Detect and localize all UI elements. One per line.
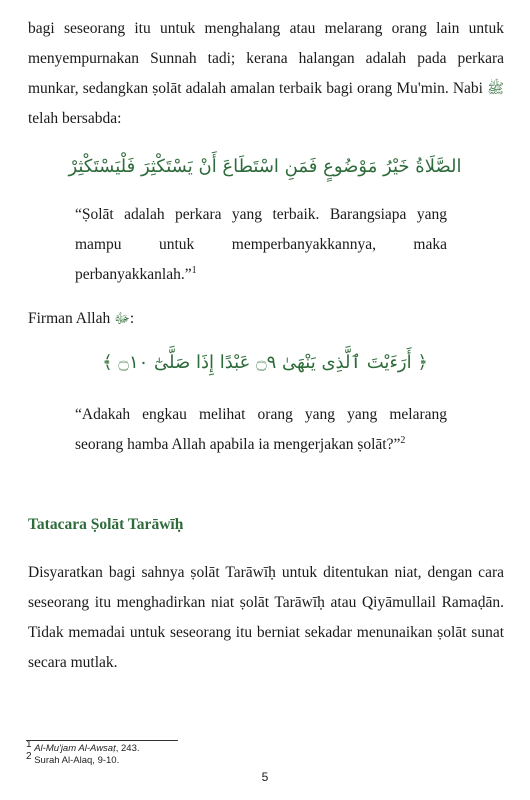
footnote-1-number: 1 xyxy=(26,738,32,750)
footnote-1-rest: , 243. xyxy=(115,743,140,754)
footnote-2 xyxy=(26,750,140,767)
footnote-ref-1[interactable]: 1 xyxy=(191,264,197,276)
paragraph-top-text: bagi seseorang itu untuk menghalang atau melarang orang lain untuk menyempurnakan Sunnah tadi; kerana halangan adalah pada perkara munkar, sedangkan ṣolāt adalah amalan terbaik bagi orang Mu'min. Nabi xyxy=(28,20,504,97)
quran-arabic: ﴿ أَرَءَيْتَ ٱلَّذِى يَنْهَىٰ ۝٩ عَبْدًا إِذَا صَلَّىٰٓ ۝١٠ ﴾ xyxy=(102,352,428,373)
footnote-2-rest: Surah Al-Alaq, 9-10. xyxy=(34,755,120,766)
footnote-ref-2[interactable]: 2 xyxy=(400,434,406,446)
footnote-1-title: Al-Mu'jam Al-Awsaṭ xyxy=(34,743,116,754)
footnote-1 xyxy=(26,738,140,755)
hadith-translation-text: “Ṣolāt adalah perkara yang terbaik. Barangsiapa yang mampu untuk memperbanyakkannya, maka perbanyakkanlah.” xyxy=(75,206,447,283)
page-number: 5 xyxy=(261,770,269,784)
footnote-2-number: 2 xyxy=(26,750,32,762)
jalla-jalaluh-icon: ﷻ xyxy=(114,311,130,327)
hadith-translation xyxy=(75,200,447,290)
section-heading: Tatacara Ṣolāt Tarāwīḥ xyxy=(28,516,184,533)
footnote-divider xyxy=(26,740,178,741)
quran-translation xyxy=(75,400,447,460)
firman-colon: : xyxy=(129,310,135,327)
quran-translation-text: “Adakah engkau melihat orang yang yang melarang seorang hamba Allah apabila ia mengerjakan ṣolāt?” xyxy=(75,406,447,453)
section-paragraph: Disyaratkan bagi sahnya ṣolāt Tarāwīḥ untuk ditentukan niat, dengan cara seseorang itu menghadirkan niat ṣolāt Tarāwīḥ atau Qiyāmullail Ramaḍān. Tidak memadai untuk seseorang itu berniat sekadar menunaikan ṣolāt sunat secara mutlak. xyxy=(28,564,504,671)
paragraph-top-end: telah bersabda: xyxy=(28,110,122,127)
firman-line xyxy=(28,304,504,334)
footnotes xyxy=(26,738,140,767)
firman-label: Firman Allah xyxy=(28,310,111,327)
hadith-arabic: الصَّلَاةُ خَيْرُ مَوْضُوعٍ فَمَنِ اسْتَطَاعَ أَنْ يَسْتَكْثِرَ فَلْيَسْتَكْثِرْ xyxy=(68,156,462,177)
paragraph-top xyxy=(28,14,504,134)
salawat-honorific-icon: ﷺ xyxy=(487,81,505,97)
